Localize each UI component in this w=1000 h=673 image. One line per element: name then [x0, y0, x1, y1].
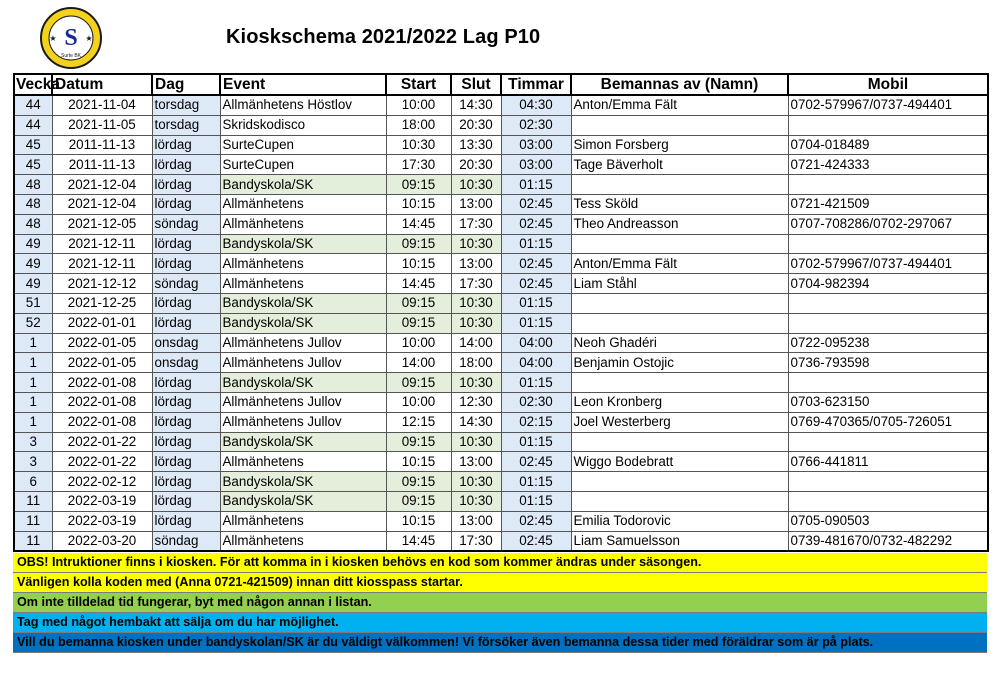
cell-mobil [788, 234, 988, 254]
cell-datum: 2022-02-12 [52, 472, 152, 492]
cell-event: Bandyskola/SK [220, 472, 386, 492]
cell-slut: 20:30 [451, 155, 501, 175]
header-slut: Slut [451, 74, 501, 95]
table-row [14, 333, 988, 353]
cell-mobil: 0721-421509 [788, 194, 988, 214]
cell-datum: 2022-01-05 [52, 333, 152, 353]
logo-letter: S [64, 25, 78, 51]
cell-datum: 2022-01-05 [52, 353, 152, 373]
cell-mobil [788, 293, 988, 313]
cell-datum: 2022-01-08 [52, 412, 152, 432]
table-row [14, 392, 988, 412]
cell-bemannas: Benjamin Ostojic [571, 353, 788, 373]
cell-vecka: 3 [14, 432, 52, 452]
cell-event: SurteCupen [220, 135, 386, 155]
cell-mobil: 0705-090503 [788, 511, 988, 531]
table-row [14, 313, 988, 333]
table-row [14, 194, 988, 214]
table-row [14, 412, 988, 432]
cell-datum: 2021-12-11 [52, 254, 152, 274]
cell-slut: 10:30 [451, 293, 501, 313]
cell-datum: 2021-12-05 [52, 214, 152, 234]
cell-bemannas: Theo Andreasson [571, 214, 788, 234]
cell-start: 10:00 [386, 333, 451, 353]
table-row [14, 115, 988, 135]
cell-event: Allmänhetens [220, 531, 386, 551]
cell-slut: 20:30 [451, 115, 501, 135]
cell-slut: 10:30 [451, 313, 501, 333]
cell-dag: lördag [152, 452, 220, 472]
cell-bemannas [571, 175, 788, 195]
cell-timmar: 02:45 [501, 214, 571, 234]
cell-dag: lördag [152, 175, 220, 195]
cell-slut: 10:30 [451, 373, 501, 393]
cell-start: 09:15 [386, 373, 451, 393]
cell-vecka: 1 [14, 392, 52, 412]
cell-vecka: 11 [14, 531, 52, 551]
cell-timmar: 01:15 [501, 234, 571, 254]
cell-slut: 14:00 [451, 333, 501, 353]
cell-datum: 2022-03-20 [52, 531, 152, 551]
cell-start: 09:15 [386, 491, 451, 511]
cell-event: Allmänhetens Jullov [220, 353, 386, 373]
cell-mobil: 0704-018489 [788, 135, 988, 155]
cell-bemannas: Anton/Emma Fält [571, 95, 788, 115]
cell-vecka: 1 [14, 353, 52, 373]
cell-mobil: 0722-095238 [788, 333, 988, 353]
cell-event: Bandyskola/SK [220, 175, 386, 195]
cell-timmar: 02:45 [501, 531, 571, 551]
cell-event: Bandyskola/SK [220, 313, 386, 333]
cell-start: 09:15 [386, 472, 451, 492]
table-row [14, 531, 988, 551]
cell-datum: 2022-01-08 [52, 373, 152, 393]
table-row [14, 274, 988, 294]
cell-event: Allmänhetens Jullov [220, 333, 386, 353]
cell-dag: söndag [152, 274, 220, 294]
cell-bemannas [571, 373, 788, 393]
cell-dag: lördag [152, 135, 220, 155]
cell-mobil: 0736-793598 [788, 353, 988, 373]
header-timmar: Timmar [501, 74, 571, 95]
cell-mobil [788, 491, 988, 511]
cell-start: 14:45 [386, 274, 451, 294]
cell-event: Bandyskola/SK [220, 293, 386, 313]
table-header-row [14, 74, 988, 95]
header-mobil: Mobil [788, 74, 988, 95]
cell-datum: 2011-11-13 [52, 155, 152, 175]
cell-bemannas [571, 472, 788, 492]
table-row [14, 214, 988, 234]
cell-slut: 17:30 [451, 274, 501, 294]
cell-vecka: 1 [14, 412, 52, 432]
cell-start: 12:15 [386, 412, 451, 432]
table-row [14, 293, 988, 313]
club-logo [40, 7, 102, 69]
cell-datum: 2021-12-04 [52, 194, 152, 214]
table-row [14, 432, 988, 452]
cell-dag: lördag [152, 472, 220, 492]
cell-start: 10:15 [386, 194, 451, 214]
cell-timmar: 03:00 [501, 135, 571, 155]
cell-mobil: 0702-579967/0737-494401 [788, 254, 988, 274]
cell-datum: 2022-01-08 [52, 392, 152, 412]
cell-event: SurteCupen [220, 155, 386, 175]
cell-dag: söndag [152, 531, 220, 551]
cell-mobil [788, 175, 988, 195]
cell-vecka: 11 [14, 511, 52, 531]
cell-event: Allmänhetens [220, 254, 386, 274]
note-bar: Vänligen kolla koden med (Anna 0721-421509) innan ditt kiosspass startar. [13, 573, 987, 593]
cell-start: 09:15 [386, 313, 451, 333]
cell-slut: 13:00 [451, 452, 501, 472]
schedule-table [13, 73, 989, 552]
cell-slut: 17:30 [451, 214, 501, 234]
cell-datum: 2022-01-01 [52, 313, 152, 333]
cell-bemannas: Wiggo Bodebratt [571, 452, 788, 472]
cell-event: Allmänhetens [220, 511, 386, 531]
cell-dag: lördag [152, 491, 220, 511]
cell-timmar: 01:15 [501, 432, 571, 452]
cell-bemannas: Simon Forsberg [571, 135, 788, 155]
cell-slut: 17:30 [451, 531, 501, 551]
cell-event: Allmänhetens Jullov [220, 392, 386, 412]
cell-dag: torsdag [152, 115, 220, 135]
header-bemannas: Bemannas av (Namn) [571, 74, 788, 95]
cell-slut: 13:00 [451, 254, 501, 274]
cell-slut: 14:30 [451, 95, 501, 115]
cell-timmar: 02:30 [501, 115, 571, 135]
cell-start: 10:15 [386, 452, 451, 472]
cell-start: 09:15 [386, 234, 451, 254]
cell-vecka: 44 [14, 95, 52, 115]
cell-dag: lördag [152, 293, 220, 313]
cell-bemannas [571, 313, 788, 333]
cell-vecka: 51 [14, 293, 52, 313]
cell-event: Allmänhetens Jullov [220, 412, 386, 432]
cell-timmar: 02:45 [501, 254, 571, 274]
cell-timmar: 04:00 [501, 333, 571, 353]
cell-slut: 13:00 [451, 511, 501, 531]
cell-vecka: 11 [14, 491, 52, 511]
cell-datum: 2011-11-13 [52, 135, 152, 155]
cell-slut: 10:30 [451, 234, 501, 254]
cell-datum: 2021-12-12 [52, 274, 152, 294]
cell-event: Allmänhetens [220, 274, 386, 294]
note-bar: Tag med något hembakt att sälja om du har möjlighet. [13, 613, 987, 633]
cell-event: Bandyskola/SK [220, 491, 386, 511]
cell-timmar: 02:30 [501, 392, 571, 412]
header-start: Start [386, 74, 451, 95]
cell-start: 14:00 [386, 353, 451, 373]
cell-dag: lördag [152, 412, 220, 432]
cell-timmar: 02:45 [501, 194, 571, 214]
cell-bemannas: Liam Samuelsson [571, 531, 788, 551]
cell-dag: torsdag [152, 95, 220, 115]
note-bar: OBS! Intruktioner finns i kiosken. För att komma in i kiosken behövs en kod som kommer ändras under säsongen. [13, 553, 987, 573]
cell-event: Bandyskola/SK [220, 234, 386, 254]
cell-bemannas [571, 491, 788, 511]
cell-datum: 2021-11-04 [52, 95, 152, 115]
cell-mobil: 0739-481670/0732-482292 [788, 531, 988, 551]
cell-start: 09:15 [386, 175, 451, 195]
cell-timmar: 01:15 [501, 293, 571, 313]
cell-start: 10:15 [386, 511, 451, 531]
cell-mobil: 0703-623150 [788, 392, 988, 412]
cell-slut: 10:30 [451, 472, 501, 492]
cell-dag: lördag [152, 155, 220, 175]
cell-vecka: 45 [14, 135, 52, 155]
cell-timmar: 01:15 [501, 313, 571, 333]
cell-timmar: 04:30 [501, 95, 571, 115]
cell-start: 10:15 [386, 254, 451, 274]
cell-start: 10:30 [386, 135, 451, 155]
cell-timmar: 02:45 [501, 274, 571, 294]
cell-dag: lördag [152, 432, 220, 452]
cell-event: Skridskodisco [220, 115, 386, 135]
cell-vecka: 48 [14, 175, 52, 195]
cell-datum: 2022-01-22 [52, 432, 152, 452]
cell-dag: lördag [152, 234, 220, 254]
table-row [14, 452, 988, 472]
header-datum: Datum [52, 74, 152, 95]
cell-slut: 14:30 [451, 412, 501, 432]
cell-vecka: 48 [14, 214, 52, 234]
cell-start: 18:00 [386, 115, 451, 135]
table-row [14, 95, 988, 115]
table-row [14, 472, 988, 492]
table-row [14, 155, 988, 175]
cell-dag: onsdag [152, 333, 220, 353]
header-dag: Dag [152, 74, 220, 95]
cell-timmar: 01:15 [501, 373, 571, 393]
cell-timmar: 02:15 [501, 412, 571, 432]
logo-star-left-icon: ★ [49, 34, 57, 43]
page-title: Kioskschema 2021/2022 Lag P10 [226, 26, 541, 48]
cell-event: Allmänhetens [220, 452, 386, 472]
cell-slut: 10:30 [451, 491, 501, 511]
cell-datum: 2022-03-19 [52, 511, 152, 531]
cell-bemannas [571, 293, 788, 313]
cell-datum: 2021-12-04 [52, 175, 152, 195]
cell-dag: lördag [152, 313, 220, 333]
cell-bemannas: Neoh Ghadéri [571, 333, 788, 353]
table-row [14, 234, 988, 254]
cell-timmar: 02:45 [501, 452, 571, 472]
cell-mobil: 0766-441811 [788, 452, 988, 472]
cell-mobil [788, 472, 988, 492]
cell-vecka: 1 [14, 333, 52, 353]
cell-bemannas [571, 432, 788, 452]
cell-dag: lördag [152, 254, 220, 274]
cell-bemannas: Joel Westerberg [571, 412, 788, 432]
notes-section [13, 553, 987, 653]
cell-mobil [788, 373, 988, 393]
cell-mobil [788, 432, 988, 452]
cell-slut: 18:00 [451, 353, 501, 373]
cell-vecka: 48 [14, 194, 52, 214]
cell-dag: lördag [152, 194, 220, 214]
cell-vecka: 45 [14, 155, 52, 175]
cell-start: 09:15 [386, 293, 451, 313]
cell-slut: 13:30 [451, 135, 501, 155]
cell-dag: söndag [152, 214, 220, 234]
cell-slut: 12:30 [451, 392, 501, 412]
cell-dag: lördag [152, 373, 220, 393]
cell-start: 10:00 [386, 95, 451, 115]
cell-mobil: 0707-708286/0702-297067 [788, 214, 988, 234]
cell-event: Bandyskola/SK [220, 373, 386, 393]
cell-dag: lördag [152, 392, 220, 412]
cell-vecka: 44 [14, 115, 52, 135]
logo-star-right-icon: ★ [85, 34, 93, 43]
cell-start: 09:15 [386, 432, 451, 452]
cell-mobil [788, 115, 988, 135]
cell-datum: 2021-12-11 [52, 234, 152, 254]
cell-timmar: 01:15 [501, 175, 571, 195]
cell-vecka: 52 [14, 313, 52, 333]
table-row [14, 373, 988, 393]
cell-start: 14:45 [386, 531, 451, 551]
cell-bemannas: Anton/Emma Fält [571, 254, 788, 274]
logo-caption: Surte BK [60, 53, 82, 59]
cell-bemannas: Leon Kronberg [571, 392, 788, 412]
cell-bemannas: Tage Bäverholt [571, 155, 788, 175]
cell-datum: 2022-01-22 [52, 452, 152, 472]
cell-slut: 10:30 [451, 175, 501, 195]
table-row [14, 254, 988, 274]
cell-datum: 2021-12-25 [52, 293, 152, 313]
cell-event: Allmänhetens [220, 214, 386, 234]
cell-timmar: 02:45 [501, 511, 571, 531]
header-event: Event [220, 74, 386, 95]
cell-slut: 13:00 [451, 194, 501, 214]
cell-vecka: 49 [14, 254, 52, 274]
cell-mobil: 0769-470365/0705-726051 [788, 412, 988, 432]
cell-vecka: 3 [14, 452, 52, 472]
cell-slut: 10:30 [451, 432, 501, 452]
cell-vecka: 49 [14, 234, 52, 254]
cell-timmar: 01:15 [501, 472, 571, 492]
table-row [14, 353, 988, 373]
cell-vecka: 49 [14, 274, 52, 294]
cell-bemannas: Liam Ståhl [571, 274, 788, 294]
cell-dag: lördag [152, 511, 220, 531]
cell-datum: 2021-11-05 [52, 115, 152, 135]
cell-bemannas: Tess Sköld [571, 194, 788, 214]
cell-dag: onsdag [152, 353, 220, 373]
table-row [14, 511, 988, 531]
cell-bemannas [571, 115, 788, 135]
cell-event: Allmänhetens [220, 194, 386, 214]
cell-timmar: 04:00 [501, 353, 571, 373]
cell-vecka: 1 [14, 373, 52, 393]
cell-datum: 2022-03-19 [52, 491, 152, 511]
cell-start: 14:45 [386, 214, 451, 234]
table-row [14, 491, 988, 511]
cell-mobil: 0704-982394 [788, 274, 988, 294]
cell-timmar: 01:15 [501, 491, 571, 511]
table-row [14, 135, 988, 155]
cell-start: 10:00 [386, 392, 451, 412]
note-bar: Vill du bemanna kiosken under bandyskolan/SK är du väldigt välkommen! Vi försöker även bemanna dessa tider med föräldrar som är på plats. [13, 633, 987, 653]
cell-bemannas [571, 234, 788, 254]
table-row [14, 175, 988, 195]
note-bar: Om inte tilldelad tid fungerar, byt med någon annan i listan. [13, 593, 987, 613]
cell-event: Allmänhetens Höstlov [220, 95, 386, 115]
header-vecka: Vecka [14, 74, 52, 95]
cell-start: 17:30 [386, 155, 451, 175]
cell-event: Bandyskola/SK [220, 432, 386, 452]
cell-mobil: 0721-424333 [788, 155, 988, 175]
cell-bemannas: Emilia Todorovic [571, 511, 788, 531]
cell-mobil: 0702-579967/0737-494401 [788, 95, 988, 115]
cell-vecka: 6 [14, 472, 52, 492]
cell-mobil [788, 313, 988, 333]
cell-timmar: 03:00 [501, 155, 571, 175]
